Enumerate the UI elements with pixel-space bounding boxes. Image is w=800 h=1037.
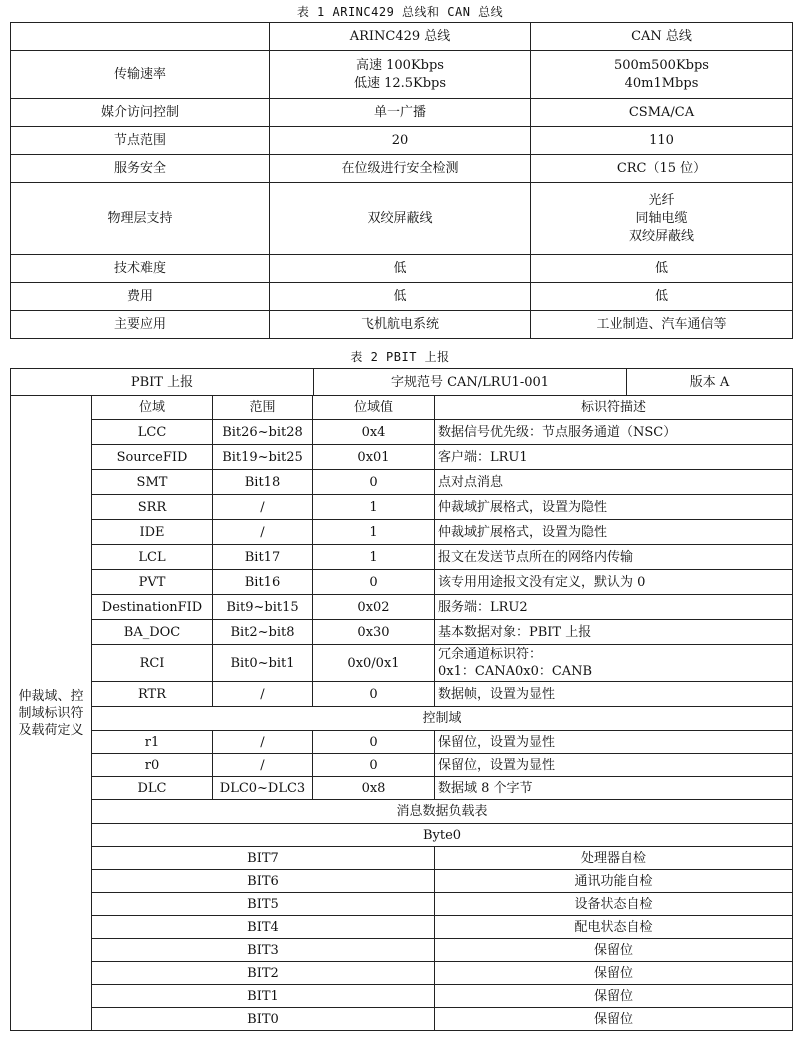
- bit-desc: [435, 916, 793, 939]
- bit-name-text: BIT1: [247, 988, 279, 1004]
- col-range: [213, 396, 313, 420]
- bit-name-text: BIT3: [247, 942, 279, 958]
- field-desc-line: 该专用用途报文没有定义，默认为 0: [438, 574, 646, 590]
- row-label: [11, 155, 270, 183]
- bit-name: [92, 939, 435, 962]
- field-desc-line: 保留位，设置为显性: [438, 757, 556, 773]
- bit-name: [92, 1008, 435, 1031]
- arinc-value-line: 高速 100Kbps: [356, 57, 444, 73]
- arinc-value: [270, 99, 531, 127]
- table1-row: [11, 99, 793, 127]
- header-arinc: [270, 23, 531, 51]
- bit-name: [92, 870, 435, 893]
- header-can-text: CAN 总线: [631, 28, 692, 44]
- can-value-line: CRC（15 位）: [616, 160, 707, 176]
- table1-header-row: [11, 23, 793, 51]
- field-range-text: Bit18: [244, 474, 281, 490]
- field-value-text: 0: [369, 757, 378, 773]
- can-value-line: 低: [654, 288, 668, 304]
- field-name: [92, 731, 213, 754]
- field-range: [213, 495, 313, 520]
- table1-row: [11, 155, 793, 183]
- bit-desc-text: 保留位: [593, 1011, 633, 1027]
- field-row: [11, 754, 793, 777]
- arinc-value-line: 双绞屏蔽线: [367, 210, 433, 226]
- row-label-text: 费用: [126, 288, 153, 304]
- field-range-text: /: [260, 499, 265, 515]
- can-value: [531, 51, 793, 99]
- field-name-text: r0: [144, 757, 160, 773]
- field-name: [92, 645, 213, 682]
- table1-row: [11, 183, 793, 255]
- arinc-value: [270, 155, 531, 183]
- bit-desc: [435, 847, 793, 870]
- field-name-text: LCL: [138, 549, 166, 565]
- arinc-value-line: 低: [393, 260, 407, 276]
- field-value: [313, 682, 435, 707]
- row-label-text: 服务安全: [113, 160, 166, 176]
- field-desc-line: 数据帧，设置为显性: [438, 686, 556, 702]
- field-desc-line: 仲裁域扩展格式，设置为隐性: [438, 499, 608, 515]
- field-name: [92, 495, 213, 520]
- table1-row: [11, 51, 793, 99]
- side-label-line: 及载荷定义: [18, 722, 84, 738]
- bit-name-text: BIT5: [247, 896, 279, 912]
- field-value: [313, 545, 435, 570]
- field-desc: [435, 420, 793, 445]
- field-name: [92, 620, 213, 645]
- can-value: [531, 99, 793, 127]
- can-value-line: 光纤: [648, 192, 675, 208]
- field-row: [11, 470, 793, 495]
- field-value: [313, 520, 435, 545]
- field-name: [92, 595, 213, 620]
- field-name: [92, 682, 213, 707]
- field-value-text: 0: [369, 474, 378, 490]
- row-label-text: 技术难度: [113, 260, 166, 276]
- can-value: [531, 283, 793, 311]
- row-label: [11, 127, 270, 155]
- can-value-line: 双绞屏蔽线: [628, 228, 694, 244]
- field-range: [213, 731, 313, 754]
- field-name-text: LCC: [137, 424, 167, 440]
- field-name: [92, 754, 213, 777]
- field-value-text: 0x4: [361, 424, 386, 440]
- can-value-line: 工业制造、汽车通信等: [596, 316, 727, 332]
- col-field-text: 位域: [138, 400, 165, 415]
- byte-title: [92, 824, 793, 847]
- bit-desc: [435, 893, 793, 916]
- arinc-value-line: 20: [391, 132, 409, 148]
- arinc-value: [270, 255, 531, 283]
- bit-desc: [435, 1008, 793, 1031]
- bit-desc: [435, 939, 793, 962]
- bit-name-text: BIT6: [247, 873, 279, 889]
- bit-name: [92, 893, 435, 916]
- field-desc: [435, 470, 793, 495]
- field-value-text: 0: [369, 734, 378, 750]
- table1-row: [11, 283, 793, 311]
- can-value-line: 500m500Kbps: [614, 57, 709, 73]
- bit-name-text: BIT7: [247, 850, 279, 866]
- field-row: [11, 445, 793, 470]
- field-row: [11, 570, 793, 595]
- field-range-text: Bit2~bit8: [230, 624, 295, 640]
- row-label-text: 节点范围: [113, 132, 166, 148]
- field-name-text: BA_DOC: [123, 624, 181, 640]
- field-desc: [435, 570, 793, 595]
- field-desc: [435, 620, 793, 645]
- field-range-text: Bit9~bit15: [226, 599, 299, 615]
- field-desc: [435, 495, 793, 520]
- field-value-text: 1: [369, 524, 378, 540]
- table1-row: [11, 255, 793, 283]
- field-desc: [435, 520, 793, 545]
- field-desc-line: 0x1：CANA0x0：CANB: [438, 664, 593, 679]
- table2-top-row: [11, 369, 793, 396]
- field-name: [92, 520, 213, 545]
- field-value-text: 0x8: [361, 780, 386, 796]
- field-desc-line: 基本数据对象：PBIT 上报: [438, 624, 592, 640]
- field-range: [213, 570, 313, 595]
- col-range-text: 范围: [249, 400, 276, 415]
- field-range: [213, 645, 313, 682]
- col-desc: [435, 396, 793, 420]
- arinc-value-line: 低速 12.5Kbps: [353, 75, 447, 91]
- table2-caption: 表 2 PBIT 上报: [350, 350, 450, 364]
- row-label: [11, 51, 270, 99]
- bit-name-text: BIT2: [247, 965, 279, 981]
- version-text: 版本 A: [689, 374, 730, 390]
- field-name: [92, 420, 213, 445]
- row-label: [11, 99, 270, 127]
- bit-row: [11, 870, 793, 893]
- bit-name: [92, 916, 435, 939]
- field-range-text: /: [260, 734, 265, 750]
- arinc-value: [270, 51, 531, 99]
- bit-name: [92, 847, 435, 870]
- can-value: [531, 127, 793, 155]
- side-label: [11, 396, 92, 1031]
- field-name-text: r1: [144, 734, 160, 750]
- comparison-table: [10, 22, 793, 339]
- field-value-text: 1: [369, 499, 378, 515]
- field-desc: [435, 777, 793, 800]
- arinc-value: [270, 311, 531, 339]
- field-name-text: IDE: [139, 524, 165, 540]
- field-row: [11, 620, 793, 645]
- field-range: [213, 754, 313, 777]
- bit-desc-text: 处理器自检: [580, 850, 646, 866]
- bit-desc-text: 配电状态自检: [574, 919, 653, 935]
- row-label: [11, 255, 270, 283]
- field-range: [213, 545, 313, 570]
- field-range: [213, 520, 313, 545]
- field-value-text: 0x0/0x1: [347, 655, 400, 671]
- field-value-text: 0: [369, 574, 378, 590]
- field-name: [92, 777, 213, 800]
- field-name: [92, 545, 213, 570]
- field-desc: [435, 645, 793, 682]
- control-title-text: 控制域: [422, 711, 462, 726]
- spec-code-text: 字规范号 CAN/LRU1-001: [390, 374, 550, 390]
- bit-row: [11, 962, 793, 985]
- bit-row: [11, 916, 793, 939]
- bit-name-text: BIT4: [247, 919, 279, 935]
- field-desc-line: 服务端：LRU2: [438, 599, 528, 615]
- bit-row: [11, 985, 793, 1008]
- field-desc: [435, 595, 793, 620]
- field-value: [313, 470, 435, 495]
- payload-title: [92, 800, 793, 824]
- side-label-line: 制域标识符: [18, 705, 84, 721]
- row-label-text: 传输速率: [113, 66, 166, 82]
- can-value-line: 40m1Mbps: [624, 75, 699, 91]
- field-range: [213, 682, 313, 707]
- can-value: [531, 255, 793, 283]
- can-value: [531, 183, 793, 255]
- bit-row: [11, 939, 793, 962]
- field-value: [313, 595, 435, 620]
- field-range: [213, 445, 313, 470]
- field-name-text: PVT: [138, 574, 166, 590]
- field-value: [313, 620, 435, 645]
- field-value-text: 0x02: [357, 599, 390, 615]
- field-name-text: RTR: [137, 686, 167, 702]
- field-desc-line: 仲裁域扩展格式，设置为隐性: [438, 524, 608, 540]
- bit-name-text: BIT0: [247, 1011, 279, 1027]
- bit-row: [11, 847, 793, 870]
- bit-row: [11, 893, 793, 916]
- arinc-value: [270, 283, 531, 311]
- col-desc-text: 标识符描述: [580, 400, 646, 415]
- field-name-text: DLC: [137, 780, 167, 796]
- field-desc-line: 客户端：LRU1: [438, 449, 528, 465]
- side-label-line: 仲裁域、控: [18, 688, 84, 704]
- col-value-text: 位域值: [353, 400, 393, 415]
- field-name: [92, 570, 213, 595]
- control-title-row: [11, 707, 793, 731]
- can-value-line: 110: [649, 132, 674, 148]
- field-range-text: /: [260, 524, 265, 540]
- field-range: [213, 620, 313, 645]
- field-desc-line: 数据信号优先级：节点服务通道（NSC）: [438, 424, 677, 440]
- field-desc: [435, 445, 793, 470]
- field-value-text: 0x01: [357, 449, 390, 465]
- table1-row: [11, 311, 793, 339]
- field-range-text: DLC0~DLC3: [219, 780, 306, 796]
- bit-name: [92, 962, 435, 985]
- row-label-text: 物理层支持: [107, 210, 173, 226]
- field-row: [11, 520, 793, 545]
- row-label: [11, 183, 270, 255]
- field-row: [11, 777, 793, 800]
- field-value: [313, 495, 435, 520]
- version: [627, 369, 793, 396]
- can-value-line: 低: [654, 260, 668, 276]
- header-empty: [11, 23, 270, 51]
- field-row: [11, 420, 793, 445]
- field-value-text: 0: [369, 686, 378, 702]
- can-value: [531, 155, 793, 183]
- table2-col-header-row: [11, 396, 793, 420]
- arinc-value-line: 低: [393, 288, 407, 304]
- field-value: [313, 420, 435, 445]
- bit-desc: [435, 870, 793, 893]
- can-value-line: CSMA/CA: [628, 104, 695, 120]
- arinc-value: [270, 183, 531, 255]
- field-range-text: Bit17: [244, 549, 281, 565]
- field-range: [213, 470, 313, 495]
- arinc-value-line: 单一广播: [373, 104, 426, 120]
- field-desc-line: 冗余通道标识符：: [438, 647, 543, 662]
- field-name-text: SourceFID: [116, 449, 188, 465]
- field-value-text: 1: [369, 549, 378, 565]
- can-value: [531, 311, 793, 339]
- col-value: [313, 396, 435, 420]
- field-name-text: SRR: [137, 499, 167, 515]
- bit-name: [92, 985, 435, 1008]
- field-name-text: SMT: [136, 474, 168, 490]
- field-desc-line: 点对点消息: [438, 474, 504, 490]
- bit-desc-text: 保留位: [593, 988, 633, 1004]
- pbit-table: [10, 368, 793, 1031]
- field-desc: [435, 731, 793, 754]
- payload-title-text: 消息数据负载表: [396, 804, 488, 819]
- field-value: [313, 645, 435, 682]
- header-can: [531, 23, 793, 51]
- field-desc-line: 保留位，设置为显性: [438, 734, 556, 750]
- field-range-text: /: [260, 686, 265, 702]
- arinc-value-line: 在位级进行安全检测: [341, 160, 459, 176]
- field-range-text: Bit0~bit1: [230, 655, 295, 671]
- pbit-name: [11, 369, 314, 396]
- bit-desc-text: 设备状态自检: [574, 896, 653, 912]
- bit-desc: [435, 962, 793, 985]
- field-name-text: DestinationFID: [101, 599, 203, 615]
- field-row: [11, 682, 793, 707]
- field-desc-line: 数据域 8 个字节: [438, 780, 533, 796]
- field-value: [313, 754, 435, 777]
- byte-title-text: Byte0: [422, 827, 462, 843]
- field-value: [313, 570, 435, 595]
- field-range-text: Bit19~bit25: [222, 449, 303, 465]
- field-desc: [435, 682, 793, 707]
- field-value-text: 0x30: [357, 624, 390, 640]
- can-value-line: 同轴电缆: [635, 210, 688, 226]
- row-label-text: 媒介访问控制: [100, 104, 179, 120]
- table1-row: [11, 127, 793, 155]
- row-label-text: 主要应用: [113, 316, 166, 332]
- bit-desc-text: 保留位: [593, 942, 633, 958]
- field-range: [213, 777, 313, 800]
- col-field: [92, 396, 213, 420]
- field-value: [313, 777, 435, 800]
- field-row: [11, 545, 793, 570]
- field-row: [11, 645, 793, 682]
- field-range: [213, 595, 313, 620]
- field-desc-line: 报文在发送节点所在的网络内传输: [438, 549, 634, 565]
- bit-desc: [435, 985, 793, 1008]
- row-label: [11, 311, 270, 339]
- field-range: [213, 420, 313, 445]
- table1-caption: 表 1 ARINC429 总线和 CAN 总线: [296, 5, 504, 19]
- row-label: [11, 283, 270, 311]
- header-arinc-text: ARINC429 总线: [349, 28, 451, 44]
- bit-desc-text: 通讯功能自检: [574, 873, 653, 889]
- field-row: [11, 495, 793, 520]
- field-range-text: Bit26~bit28: [222, 424, 303, 440]
- spec-code: [314, 369, 627, 396]
- byte-title-row: [11, 824, 793, 847]
- field-name: [92, 470, 213, 495]
- arinc-value: [270, 127, 531, 155]
- pbit-name-text: PBIT 上报: [130, 374, 194, 390]
- field-name: [92, 445, 213, 470]
- field-value: [313, 445, 435, 470]
- bit-desc-text: 保留位: [593, 965, 633, 981]
- field-name-text: RCI: [139, 655, 165, 671]
- field-row: [11, 595, 793, 620]
- control-title: [92, 707, 793, 731]
- field-row: [11, 731, 793, 754]
- bit-row: [11, 1008, 793, 1031]
- field-range-text: Bit16: [244, 574, 281, 590]
- field-value: [313, 731, 435, 754]
- field-desc: [435, 754, 793, 777]
- field-desc: [435, 545, 793, 570]
- field-range-text: /: [260, 757, 265, 773]
- arinc-value-line: 飞机航电系统: [360, 316, 439, 332]
- payload-title-row: [11, 800, 793, 824]
